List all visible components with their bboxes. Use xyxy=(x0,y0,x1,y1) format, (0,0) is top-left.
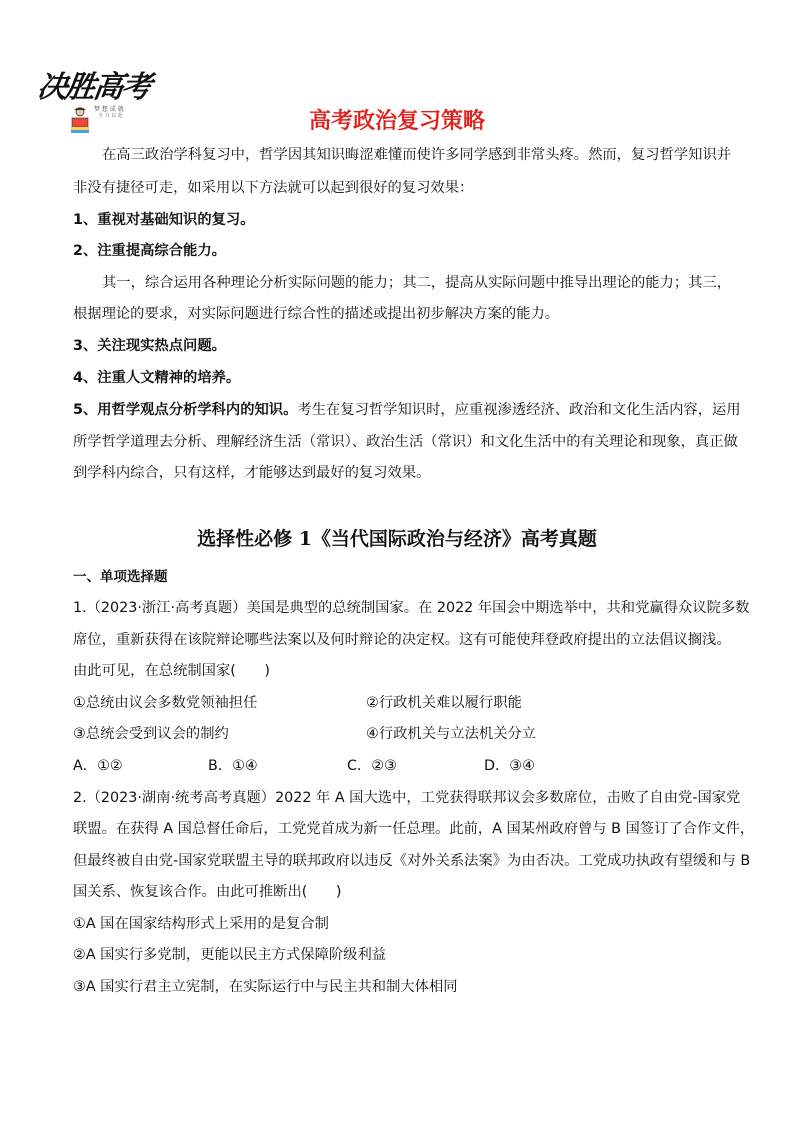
q2-line-4: 国关系、恢复该合作。由此可推断出( ) xyxy=(73,884,342,900)
subsection-heading: 一、单项选择题 xyxy=(73,569,168,585)
q1-option-3: ③总统会受到议会的制约 xyxy=(73,726,229,742)
q1-line-2: 席位，重新获得在该院辩论哪些法案以及何时辩论的决定权。这有可能使拜登政府提出的立法倡议搁浅。 xyxy=(73,632,731,648)
intro-line-2: 非没有捷径可走，如采用以下方法就可以起到很好的复习效果： xyxy=(73,180,474,196)
point-5-heading: 5、用哲学观点分析学科内的知识。 xyxy=(73,402,298,418)
logo-subtext: 梦 想 成 就 xyxy=(94,106,124,113)
q1-line-1: 1.（2023·浙江·高考真题）美国是典型的总统制国家。在 2022 年国会中期选举中，共和党赢得众议院多数 xyxy=(73,600,750,616)
logo-subtext-2: 全 力 以 赴 xyxy=(98,113,123,119)
q2-option-2: ②A 国实行多党制，更能以民主方式保障阶级利益 xyxy=(73,947,387,963)
q1-option-4: ④行政机关与立法机关分立 xyxy=(366,726,537,742)
point-5-line-3: 到学科内综合，只有这样，才能够达到最好的复习效果。 xyxy=(73,465,431,481)
point-2-detail-line-2: 根据理论的要求，对实际问题进行综合性的描述或提出初步解决方案的能力。 xyxy=(73,306,560,322)
q1-choice-b: B．①④ xyxy=(208,758,258,774)
point-1: 1、重视对基础知识的复习。 xyxy=(73,212,255,228)
q1-option-2: ②行政机关难以履行职能 xyxy=(366,695,522,711)
q1-line-3: 由此可见，在总统制国家( ) xyxy=(73,663,271,679)
page-title: 高考政治复习策略 xyxy=(308,109,485,134)
point-5-line-1 xyxy=(73,400,741,420)
point-2-detail-line-1: 其一，综合运用各种理论分析实际问题的能力；其二，提高从实际问题中推导出理论的能力；其三， xyxy=(102,275,732,291)
q1-choice-a: A．①② xyxy=(73,758,123,774)
q2-option-1: ①A 国在国家结构形式上采用的是复合制 xyxy=(73,916,329,932)
point-5-text: 考生在复习哲学知识时，应重视渗透经济、政治和文化生活内容，运用 xyxy=(297,402,741,418)
point-5-line-2: 所学哲学道理去分析、理解经济生活（常识）、政治生活（常识）和文化生活中的有关理论和现象，真正做 xyxy=(73,434,738,450)
point-4: 4、注重人文精神的培养。 xyxy=(73,370,241,386)
point-3: 3、关注现实热点问题。 xyxy=(73,338,226,354)
q2-line-2: 联盟。在获得 A 国总督任命后，工党党首成为新一任总理。此前，A 国某州政府曾与 B 国签订了合作文件， xyxy=(73,821,755,837)
q2-option-3: ③A 国实行君主立宪制，在实际运行中与民主共和制大体相同 xyxy=(73,979,458,995)
point-2: 2、注重提高综合能力。 xyxy=(73,243,226,259)
q2-line-1: 2.（2023·湖南·统考高考真题）2022 年 A 国大选中，工党获得联邦议会多数席位，击败了自由党-国家党 xyxy=(73,790,741,806)
q1-choice-c: C．②③ xyxy=(347,758,397,774)
intro-line-1: 在高三政治学科复习中，哲学因其知识晦涩难懂而使许多同学感到非常头疼。然而，复习哲学知识并 xyxy=(102,147,732,163)
section-title: 选择性必修 1《当代国际政治与经济》高考真题 xyxy=(197,528,597,550)
q1-choice-d: D．③④ xyxy=(484,758,535,774)
q2-line-3: 但最终被自由党-国家党联盟主导的联邦政府以违反《对外关系法案》为由否决。工党成功执政有望缓和与 B xyxy=(73,853,751,869)
logo-text: 决胜高考 xyxy=(35,70,152,105)
q1-option-1: ①总统由议会多数党领袖担任 xyxy=(73,695,258,711)
